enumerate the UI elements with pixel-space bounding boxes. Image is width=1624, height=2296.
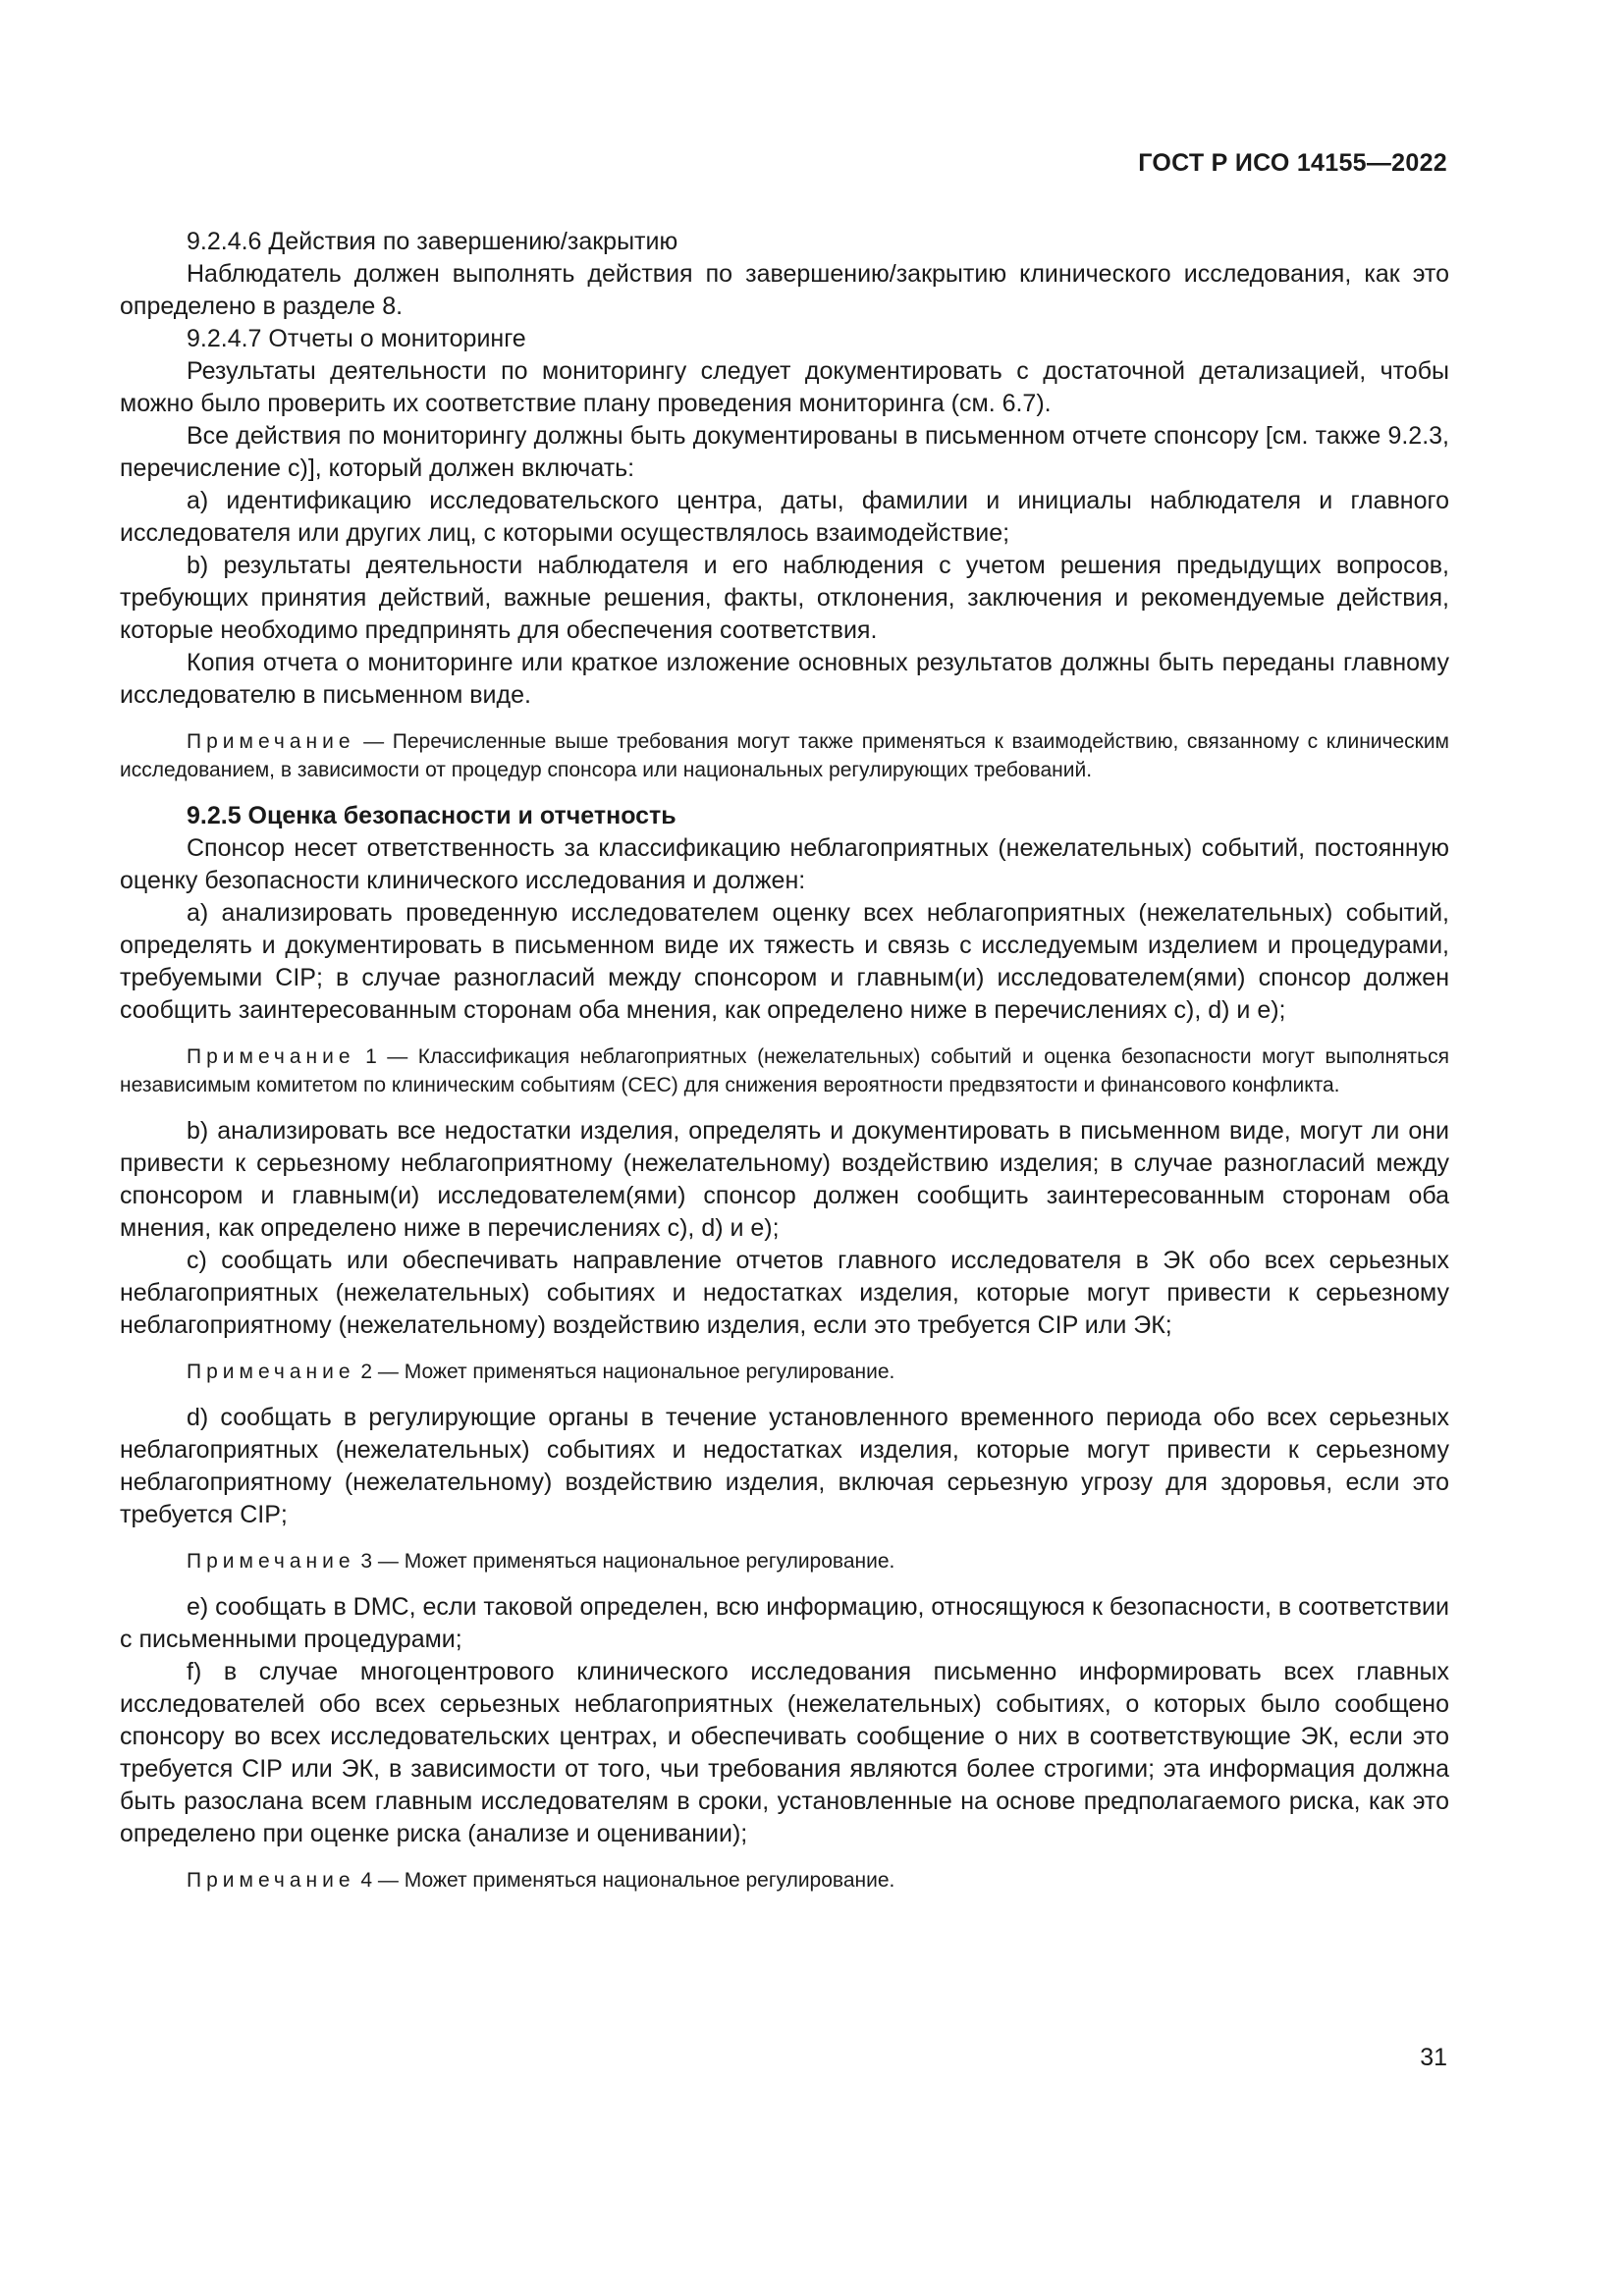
note-label: Примечание (187, 730, 355, 753)
note-1 (120, 1042, 1449, 1099)
note-monitoring (120, 727, 1449, 784)
section-9247-text-1: Результаты деятельности по мониторингу следует документировать с достаточной детализацией, чтобы можно было проверить их соответствие плану проведения мониторинга (см. 6.7). (120, 357, 1449, 417)
section-9247-item-b: b) результаты деятельности наблюдателя и его наблюдения с учетом решения предыдущих вопросов, требующих принятия действий, важные решения, факты, отклонения, заключения и рекомендуемые действия, которые необходимо предпринять для обеспечения соответствия. (120, 552, 1449, 644)
section-925-item-b: b) анализировать все недостатки изделия, определять и документировать в письменном виде, могут ли они привести к серьезному неблагоприятному (нежелательному) воздействию изделия; в случае разногласий между спонсором и главным(и) исследователем(ями) спонсор должен сообщить заинтересованным сторонам оба мнения, как определено ниже в перечислениях с), d) и е); (120, 1117, 1449, 1242)
section-925-item-c: c) сообщать или обеспечивать направление отчетов главного исследователя в ЭК обо всех серьезных неблагоприятных (нежелательных) событиях и недостатках изделия, которые могут привести к серьезному неблагоприятному (нежелательному) воздействию изделия, если это требуется CIP или ЭК; (120, 1247, 1449, 1339)
section-925-item-d: d) сообщать в регулирующие органы в течение установленного временного периода обо всех серьезных неблагоприятных (нежелательных) событиях и недостатках изделия, которые могут привести к серьезному неблагоприятному (нежелательному) воздействию изделия, включая серьезную угрозу для здоровья, если это требуется CIP; (120, 1404, 1449, 1528)
section-925-item-a: a) анализировать проведенную исследователем оценку всех неблагоприятных (нежелательных) событий, определять и документировать в письменном виде их тяжесть и связь с исследуемым изделием и процедурами, требуемыми CIP; в случае разногласий между спонсором и главным(и) исследователем(ями) спонсор должен сообщить заинтересованным сторонам оба мнения, как определено ниже в перечислениях с), d) и е); (120, 899, 1449, 1024)
note-2 (120, 1358, 1449, 1386)
document-body (120, 226, 1449, 1910)
note-text: 1 — Классификация неблагоприятных (нежелательных) событий и оценка безопасности могут выполняться независимым комитетом по клиническим событиям (CEC) для снижения вероятности предвзятости и финансового конфликта. (120, 1045, 1449, 1096)
section-9246-text: Наблюдатель должен выполнять действия по завершению/закрытию клинического исследования, как это определено в разделе 8. (120, 260, 1449, 320)
section-9247-item-a: a) идентификацию исследовательского центра, даты, фамилии и инициалы наблюдателя и главного исследователя или других лиц, с которыми осуществлялось взаимодействие; (120, 487, 1449, 547)
note-4 (120, 1866, 1449, 1895)
section-9247-text-3: Копия отчета о мониторинге или краткое изложение основных результатов должны быть переданы главному исследователю в письменном виде. (120, 649, 1449, 709)
section-925-title: 9.2.5 Оценка безопасности и отчетность (187, 802, 677, 829)
document-code-header: ГОСТ Р ИСО 14155—2022 (1138, 149, 1447, 177)
section-925-item-f: f) в случае многоцентрового клинического исследования письменно информировать всех главных исследователей обо всех серьезных неблагоприятных (нежелательных) событиях, о которых было сообщено спонсору во всех исследовательских центрах, и обеспечивать сообщение о них в соответствующие ЭК, если это требуется CIP или ЭК, в зависимости от того, чьи требования являются более строгими; эта информация должна быть разослана всем главным исследователям в сроки, установленные на основе предполагаемого риска, как это определено при оценке риска (анализе и оценивании); (120, 1658, 1449, 1847)
note-3 (120, 1547, 1449, 1575)
note-label: Примечание (187, 1550, 355, 1573)
note-label: Примечание (187, 1869, 355, 1892)
note-label: Примечание (187, 1361, 355, 1383)
note-text: — Перечисленные выше требования могут также применяться к взаимодействию, связанному с клиническим исследованием, в зависимости от процедур спонсора или национальных регулирующих требований. (120, 730, 1449, 781)
note-text: 2 — Может применяться национальное регулирование. (354, 1361, 895, 1383)
note-text: 3 — Может применяться национальное регулирование. (354, 1550, 895, 1573)
section-9247-title: 9.2.4.7 Отчеты о мониторинге (187, 325, 526, 352)
section-9246-title: 9.2.4.6 Действия по завершению/закрытию (187, 228, 678, 255)
note-text: 4 — Может применяться национальное регулирование. (354, 1869, 895, 1892)
page-number: 31 (1420, 2044, 1447, 2071)
section-925-item-e: e) сообщать в DMC, если таковой определен, всю информацию, относящуюся к безопасности, в соответствии с письменными процедурами; (120, 1593, 1449, 1653)
section-925-intro: Спонсор несет ответственность за классификацию неблагоприятных (нежелательных) событий, постоянную оценку безопасности клинического исследования и должен: (120, 834, 1449, 894)
note-label: Примечание (187, 1045, 355, 1068)
section-9247-text-2: Все действия по мониторингу должны быть документированы в письменном отчете спонсору [см. также 9.2.3, перечисление с)], который должен включать: (120, 422, 1449, 482)
